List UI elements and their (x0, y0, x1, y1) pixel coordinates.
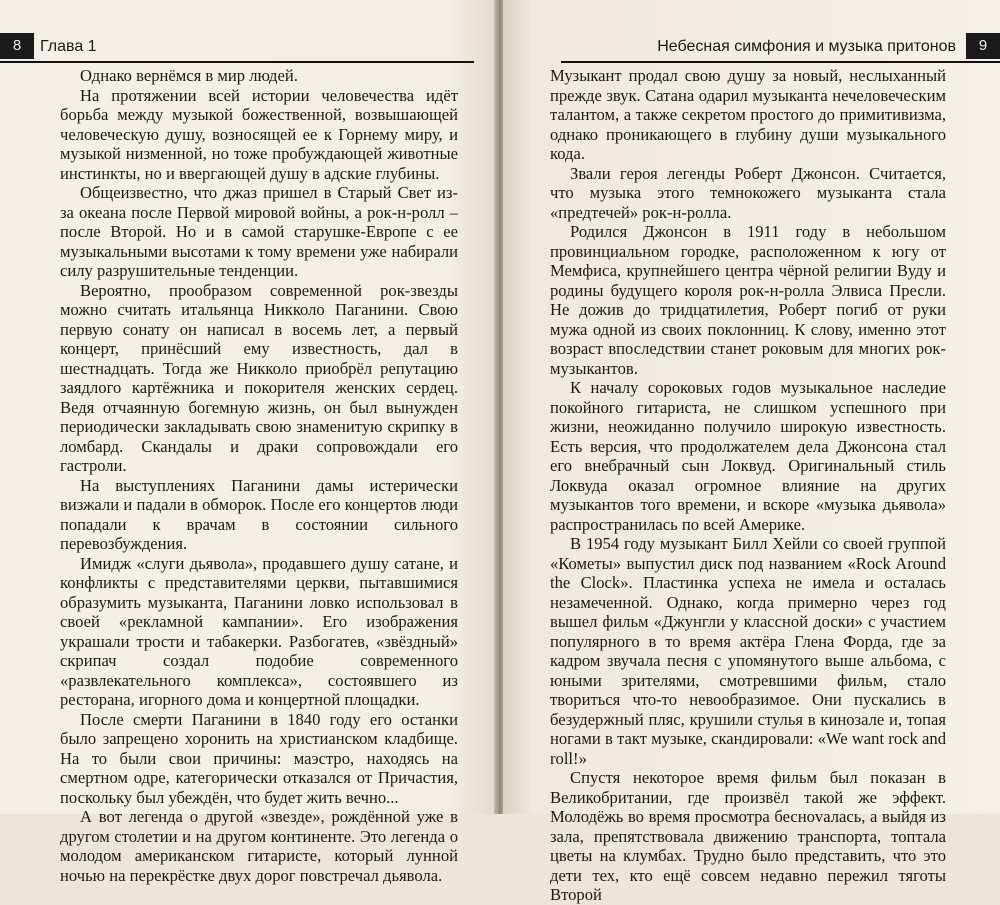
section-title: Небесная симфония и музыка притонов (657, 38, 956, 55)
left-page (0, 0, 497, 885)
left-page-number: 8 (0, 33, 34, 59)
paragraph: В 1954 году музыкант Билл Хейли со своей группой «Кометы» выпустил диск под названием «Rock Around the Clock». Пластинка успеха не имела и осталась незамеченной. Однако, когда примерно через год вышел фильм «Джунгли у классной доски» с участием популярного в то время актёра Глена Форда, где за кадром звучала песня с упомянутого выше альбома, с юными зрителями, смотревшими фильм, стало твориться что-то невообразимое. Они пускались в безудержный пляс, крушили стулья в кинозале и, топая ногами в такт музыке, скандировали: «We want rock and roll!» (550, 534, 946, 768)
paragraph: На выступлениях Паганини дамы истерически визжали и падали в обморок. После его концертов люди попадали к врачам в состоянии сильного перевозбуждения. (60, 475, 458, 553)
paragraph: После смерти Паганини в 1840 году его останки было запрещено хоронить на христианском кладбище. На то были свои причины: маэстро, находясь на смертном одре, категорически отказался от Причастия, поскольку был убеждён, что будет жить вечно... (60, 709, 458, 807)
chapter-title: Глава 1 (40, 38, 97, 55)
paragraph: Вероятно, прообразом современной рок-звезды можно считать итальянца Никколо Паганини. Свою первую сонату он написал в восемь лет, а первый концерт, принёсший ему известность, дал в шестнадцать. Тогда же Никколо приобрёл репутацию заядлого картёжника и покорителя женских сердец. Ведя отчаянную богемную жизнь, он был вынужден периодически закладывать свою знаменитую скрипку в ломбард. Скандалы и драки сопровождали его гастроли. (60, 280, 458, 475)
right-page-body (550, 66, 946, 905)
paragraph: К началу сороковых годов музыкальное наследие покойного гитариста, не слишком успешного при жизни, неожиданно получило широкую известность. Есть версия, что продолжателем дела Джонсона стал его внебрачный сын Локвуд. Оригинальный стиль Локвуда оказал огромное влияние на других музыкантов того времени, и вскоре «музыка дьявола» распространилась по всей Америке. (550, 378, 946, 534)
paragraph: На протяжении всей истории человечества идёт борьба между музыкой божественной, возвышающей человеческую душу, возносящей ее к Горнему миру, и музыкой низменной, но тоже пробуждающей животные инстинкты, но и ввергающей душу в адские глубины. (60, 85, 458, 183)
paragraph: Родился Джонсон в 1911 году в небольшом провинциальном городке, расположенном к югу от Мемфиса, крупнейшего центра чёрной религии Вуду и родины будущего короля рок-н-ролла Элвиса Пресли. Не дожив до тридцатилетия, Роберт погиб от руки мужа одной из своих поклонниц. К слову, именно этот возраст впоследствии станет роковым для многих рок-музыкантов. (550, 222, 946, 378)
paragraph: Музыкант продал свою душу за новый, неслыханный прежде звук. Сатана одарил музыканта нечеловеческим талантом, а также секретом простого до примитивизма, однако проникающего в глубину души музыкального кода. (550, 66, 946, 163)
paragraph: Общеизвестно, что джаз пришел в Старый Свет из-за океана после Первой мировой войны, а рок-н-ролл – после Второй. Но и в самой старушке-Европе с ее музыкальными высотами к тому времени уже набирали силу разрушительные тенденции. (60, 183, 458, 280)
paragraph: Однако вернёмся в мир людей. (80, 66, 298, 85)
left-running-header (0, 33, 474, 63)
paragraph: Спустя некоторое время фильм был показан в Великобритании, где произвёл такой же эффект. Молодёжь во время просмотра беснovалась, а выйдя из зала, препятствовала движению транспорта, топтала цветы на клумбах. Трудно было представить, что это дети тех, кто ещё совсем недавно пережил тяготы Второй (550, 768, 946, 904)
left-page-body (60, 66, 458, 885)
right-running-header (561, 33, 1000, 63)
paragraph: А вот легенда о другой «звезде», рождённой уже в другом столетии и на другом континенте. Это легенда о молодом американском гитаристе, который лунной ночью на перекрёстке двух дорог повстречал дьявола. (60, 807, 458, 885)
paragraph: Звали героя легенды Роберт Джонсон. Считается, что музыка этого темнокожего музыканта стала «предтечей» рок-н-ролла. (550, 163, 946, 222)
paragraph: Имидж «слуги дьявола», продавшего душу сатане, и конфликты с представителями церкви, пытавшимися образумить музыканта, Паганини ловко использовал в своей «рекламной кампании». Его изображения украшали трости и табакерки. Разбогатев, «звёздный» скрипач создал подобие современного «развлекательного комплекса», состоявшего из ресторана, игорного дома и концертной площадки. (60, 553, 458, 709)
right-page (503, 0, 1000, 904)
right-page-number: 9 (966, 33, 1000, 59)
